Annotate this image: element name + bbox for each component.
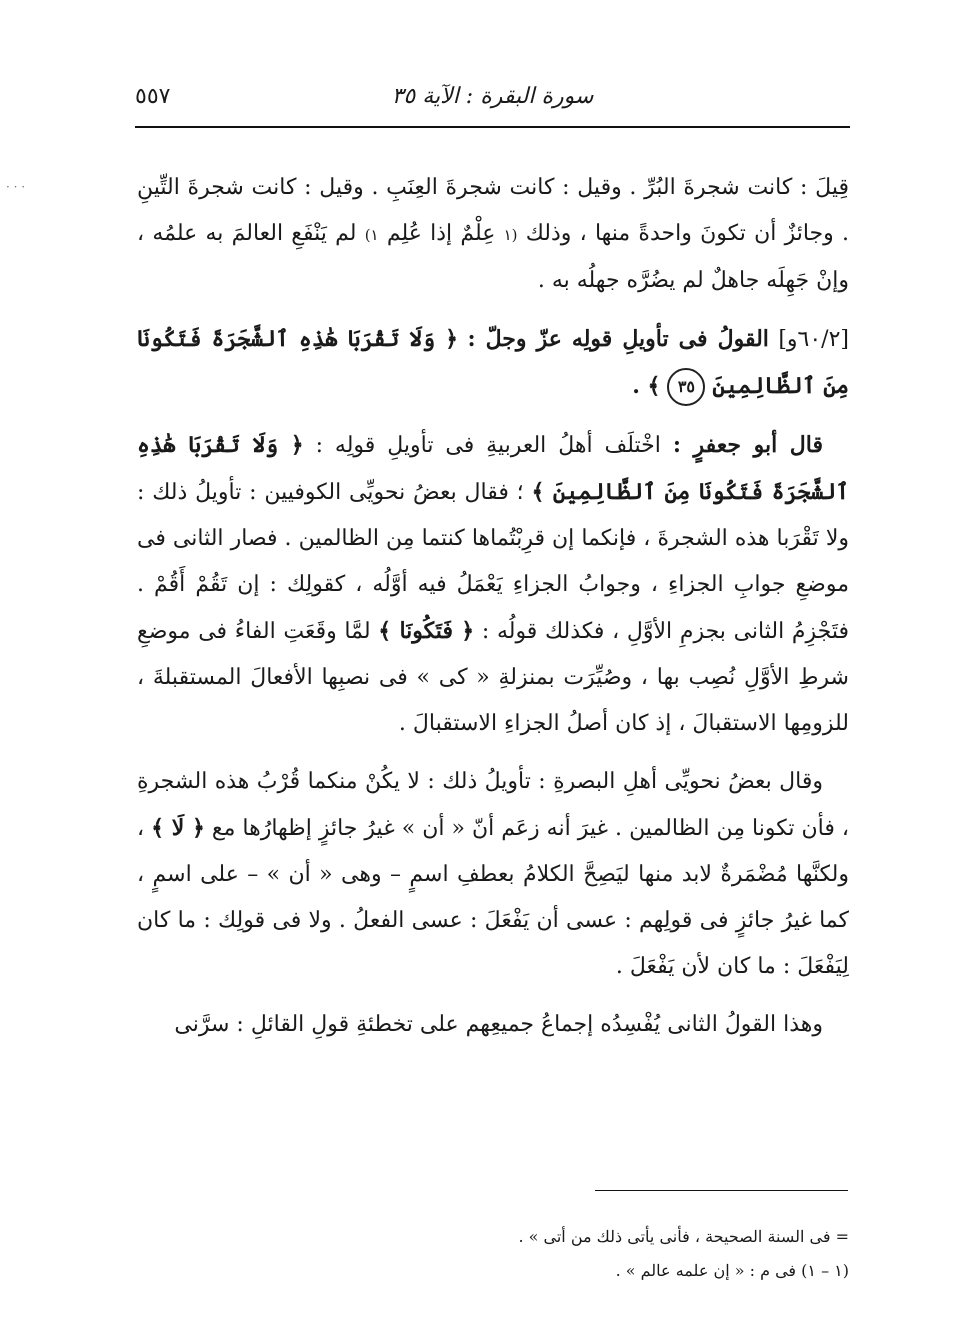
header-divider bbox=[135, 126, 850, 128]
p3-quran: ﴿ وَلَا تَقْرَبَا هَٰذِهِ ٱلشَّجَرَةَ فَتَكُونَا مِنَ ٱلظَّالِمِينَ ﴾ bbox=[137, 432, 849, 505]
p4-text-b: ، ولكنَّها مُضْمَرةٌ لابد منها ليَصِحَّ الكلامُ بعطفِ اسمٍ – وهى « أن » – على اسمٍ ، كما غيرُ جائزٍ فى قولِهم : عسى أن يَفْعَلَ : عسى الفعلُ . ولا فى قولِك : ما كان لِيَفْعَلَ : ما كان لأن يَفْعَلَ . bbox=[137, 816, 849, 979]
surah-title: سورة البقرة : الآية ٣٥ bbox=[391, 84, 594, 109]
p3-text: اخْتلَف أهلُ العربيةِ فى تأويلِ قولِه : bbox=[315, 433, 661, 458]
margin-mark: · · · bbox=[6, 180, 26, 194]
verse-number-ornament: ٣٥ bbox=[667, 368, 705, 406]
footnote-marker-close: ١) bbox=[364, 226, 379, 244]
footnotes bbox=[137, 1220, 849, 1288]
p1-quote: عِلْمٌ إذا عُلِم bbox=[386, 221, 496, 246]
p3-quran-2: ﴿ فَتَكُونَا ﴾ bbox=[378, 618, 475, 644]
p4-text: وقال بعضُ نحويِّى أهلِ البصرةِ : تأويلُ ذلك : لا يكُنْ منكما قُرْبُ هذه الشجرةِ ، فأن تكونا مِن الظالمين . غيرَ أنه زعَم أنّ « أن » غيرُ جائزٍ إظهارُها مع bbox=[137, 769, 850, 841]
manuscript-ref: [٦٠/٢و] bbox=[778, 327, 849, 352]
running-header bbox=[135, 80, 850, 120]
p1-text-end: لم يَنْفَعِ العالمَ به علمُه ، وإنْ جَهِلَه جاهلٌ لم يضُرَّه جهلُه به . bbox=[137, 221, 849, 293]
paragraph-3 bbox=[137, 422, 849, 747]
main-text bbox=[137, 165, 849, 1060]
footnote-marker-open: (١ bbox=[503, 226, 518, 244]
footnote-continued: = فى السنة الصحيحة ، فأنى يأتى ذلك من أتى » . bbox=[518, 1227, 849, 1246]
paragraph-5 bbox=[137, 1002, 849, 1048]
p5-text: وهذا القولُ الثانى يُفْسِدُه إجماعُ جميعِهم على تخطئةِ قولِ القائلِ : سرَّنى bbox=[174, 1012, 823, 1037]
paragraph-4 bbox=[137, 759, 849, 990]
p1-text: قِيلَ : كانت شجرةَ البُرِّ . وقيل : كانت شجرةَ العِنَبِ . وقيل : كانت شجرةَ التِّينِ . وجائزٌ أن تكونَ واحدةً منها ، وذلك bbox=[137, 175, 849, 246]
speaker-name: قال أبو جعفرٍ : bbox=[672, 432, 823, 458]
section-heading: القولُ فى تأويلِ قولِه عزّ وجلّ : bbox=[467, 326, 769, 352]
footnote-1: (١ – ١) فى م : « إن علمه عالم » . bbox=[615, 1261, 849, 1280]
p3-text-c: لمَّا وقَعَتِ الفاءُ فى موضعِ شرطِ الأوَّلِ نُصِب بها ، وصُيِّرَت بمنزلةِ « كى » فى نصبِها الأفعالَ المستقبلةَ ، للزومِها الاستقبالَ ، إذ كان أصلُ الجزاءِ الاستقبالَ . bbox=[137, 619, 849, 736]
p4-quran: ﴿ لَا ﴾ bbox=[151, 815, 205, 841]
p3-text-b: ؛ فقال بعضُ نحويِّى الكوفيين : تأويلُ ذلك : ولا تَقْرَبا هذه الشجرةَ ، فإنكما إن قرِبْتُماها كنتما مِن الظالمين . فصار الثانى فى موضعِ جوابِ الجزاءِ ، وجوابُ الجزاءِ يَعْمَلُ فيه أوَّلُه ، كقولِك : إن تَقُمْ أَقُمْ . فتَجْزِمُ الثانى بجزمِ الأوَّلِ ، فكذلك قولُه : bbox=[137, 480, 849, 644]
quran-verse: ﴿ وَلَا تَقْرَبَا هَٰذِهِ ٱلشَّجَرَةَ فَتَكُونَا مِنَ ٱلظَّالِمِينَ bbox=[137, 326, 849, 399]
quran-verse-end: ﴾ . bbox=[632, 373, 661, 399]
page-number: ٥٥٧ bbox=[135, 84, 171, 109]
footnote-divider bbox=[595, 1190, 848, 1191]
paragraph-2 bbox=[137, 316, 849, 410]
paragraph-1 bbox=[137, 165, 849, 304]
